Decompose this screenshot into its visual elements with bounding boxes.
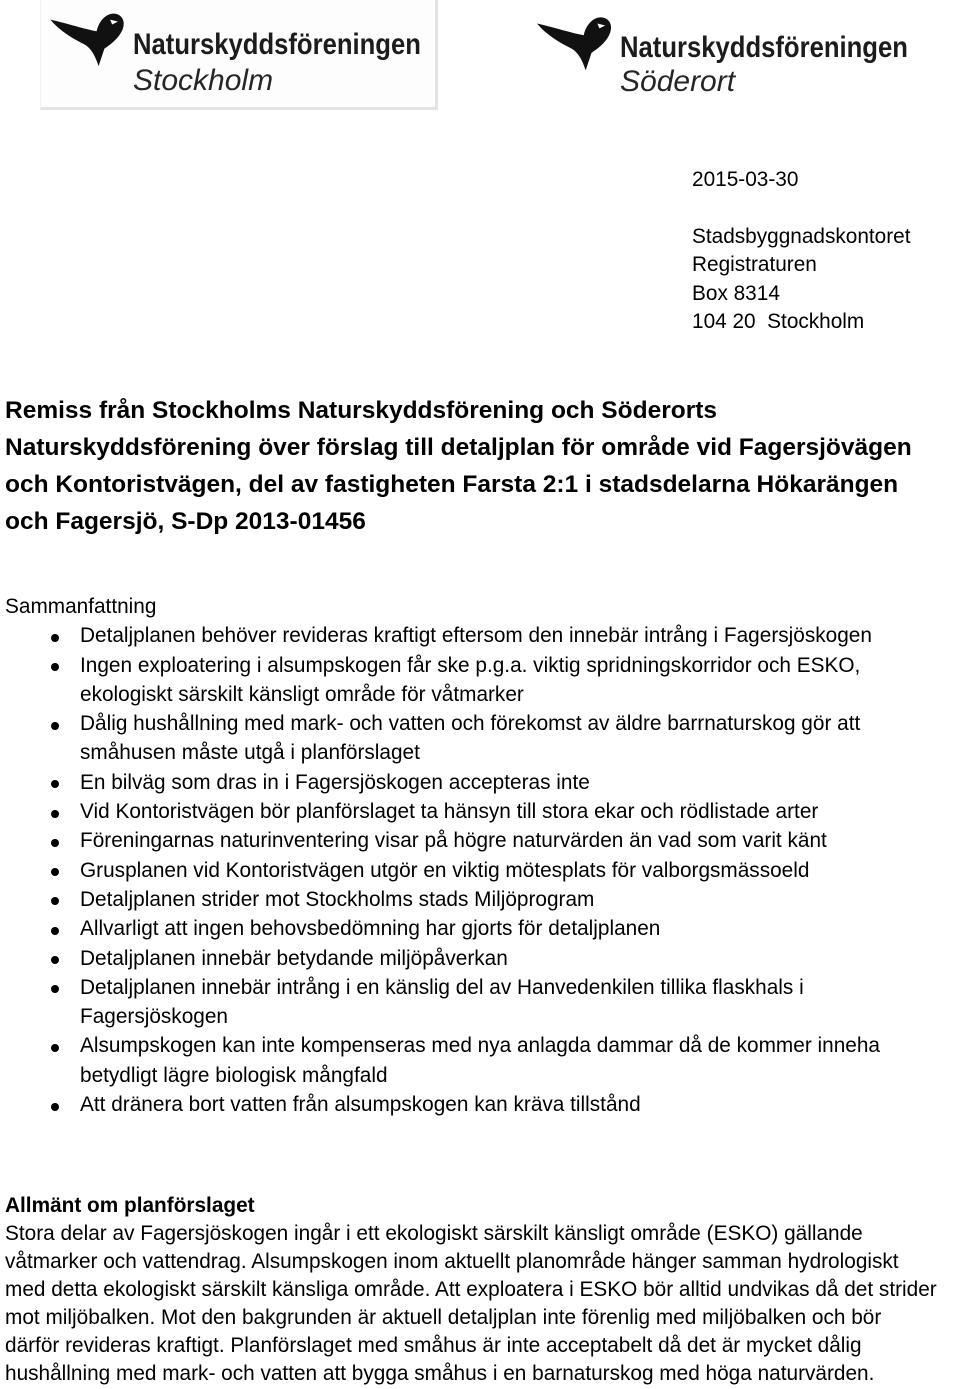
summary-item-text: En bilväg som dras in i Fagersjöskogen accepteras inte bbox=[80, 770, 590, 794]
summary-item-text: Detaljplanen strider mot Stockholms stads Miljöprogram bbox=[80, 887, 595, 911]
summary-item-text: Detaljplanen behöver revideras kraftigt eftersom den innebär intrång i Fagersjöskogen bbox=[80, 624, 872, 648]
summary-item bbox=[0, 797, 960, 826]
bullet-icon bbox=[51, 780, 59, 788]
summary-item bbox=[0, 651, 960, 710]
date-text: 2015-03-30 bbox=[692, 168, 799, 191]
bullet-icon bbox=[51, 1103, 59, 1111]
bullet-icon bbox=[51, 985, 59, 993]
summary-item bbox=[0, 944, 960, 973]
summary-item-text: Dålig hushållning med mark- och vatten och förekomst av äldre barrnaturskog gör att bbox=[80, 712, 861, 736]
summary-item bbox=[0, 885, 960, 914]
bullet-icon bbox=[51, 868, 59, 876]
summary-item-text: Detaljplanen innebär betydande miljöpåverkan bbox=[80, 946, 508, 970]
summary-heading: Sammanfattning bbox=[5, 595, 157, 618]
letter-date bbox=[692, 166, 798, 194]
paragraph-line: hushållning med mark- och vatten att bygga småhus i en barnaturskog med höga naturvärden. bbox=[5, 1362, 875, 1385]
summary-item-text: Föreningarnas naturinventering visar på högre naturvärden än vad som varit känt bbox=[80, 829, 827, 853]
summary-item-text: Allvarligt att ingen behovsbedömning har gjorts för detaljplanen bbox=[80, 917, 661, 941]
bullet-icon bbox=[51, 956, 59, 964]
bullet-icon bbox=[51, 1044, 59, 1052]
bullet-icon bbox=[51, 839, 59, 847]
summary-item bbox=[0, 914, 960, 943]
title-line: Remiss från Stockholms Naturskyddsförening och Söderorts bbox=[5, 397, 718, 424]
general-section bbox=[5, 1192, 937, 1388]
title-line: och Fagersjö, S-Dp 2013-01456 bbox=[5, 508, 366, 535]
title-line: Naturskyddsförening över förslag till detaljplan för område vid Fagersjövägen bbox=[5, 434, 912, 461]
paragraph-line: våtmarker och vattendrag. Alsumpskogen inom aktuellt planområde hänger samman hydrologiskt bbox=[5, 1250, 899, 1273]
summary-item bbox=[0, 709, 960, 768]
paragraph-line: Stora delar av Fagersjöskogen ingår i ett ekologiskt särskilt känsligt område (ESKO) gällande bbox=[5, 1222, 863, 1245]
summary-item-text: Grusplanen vid Kontoristvägen utgör en viktig mötesplats för valborgsmässoeld bbox=[80, 858, 810, 882]
summary-item bbox=[0, 826, 960, 855]
summary-item bbox=[0, 621, 960, 650]
bullet-icon bbox=[51, 663, 59, 671]
recipient-line: Stadsbyggnadskontoret bbox=[692, 225, 911, 248]
summary-item bbox=[0, 856, 960, 885]
bird-logo-icon bbox=[48, 10, 126, 68]
summary-item-text: ekologiskt särskilt känsligt område för våtmarker bbox=[80, 682, 524, 706]
summary-section bbox=[0, 592, 960, 1119]
summary-item bbox=[0, 1090, 960, 1119]
paragraph-line: med detta ekologiskt särskilt känsliga område. Att exploatera i ESKO bör alltid undvikas då det strider bbox=[5, 1278, 937, 1301]
paragraph-line: mot miljöbalken. Mot den bakgrunden är aktuell detaljplan inte förenlig med miljöbalken och bör bbox=[5, 1306, 882, 1329]
logo-region-stockholm: Stockholm bbox=[133, 64, 274, 97]
summary-item-text: Ingen exploatering i alsumpskogen får ske p.g.a. viktig spridningskorridor och ESKO, bbox=[80, 653, 861, 677]
recipient-address bbox=[692, 223, 911, 336]
logo-name-soderort: Naturskyddsföreningen bbox=[620, 31, 908, 64]
general-heading: Allmänt om planförslaget bbox=[5, 1194, 255, 1217]
summary-item-text: Vid Kontoristvägen bör planförslaget ta hänsyn till stora ekar och rödlistade arter bbox=[80, 800, 819, 824]
summary-item bbox=[0, 768, 960, 797]
logo-region-soderort: Söderort bbox=[620, 65, 736, 98]
summary-list bbox=[0, 621, 960, 1119]
summary-item-text: småhusen måste utgå i planförslaget bbox=[80, 741, 420, 765]
summary-item-text: Att dränera bort vatten från alsumpskogen kan kräva tillstånd bbox=[80, 1093, 641, 1117]
summary-item bbox=[0, 973, 960, 1032]
summary-item-text: Alsumpskogen kan inte kompenseras med nya anlagda dammar då de kommer inneha bbox=[80, 1034, 880, 1058]
summary-item-text: Detaljplanen innebär intrång i en känslig del av Hanvedenkilen tillika flaskhals i bbox=[80, 975, 804, 999]
bullet-icon bbox=[51, 927, 59, 935]
recipient-line: Box 8314 bbox=[692, 281, 780, 305]
logo-name-stockholm: Naturskyddsföreningen bbox=[133, 28, 421, 61]
bullet-icon bbox=[51, 634, 59, 642]
bird-logo-icon bbox=[535, 13, 613, 73]
summary-item bbox=[0, 1031, 960, 1090]
summary-item-text: Fagersjöskogen bbox=[80, 1005, 228, 1029]
title-line: och Kontoristvägen, del av fastigheten Farsta 2:1 i stadsdelarna Hökarängen bbox=[5, 471, 899, 498]
summary-item-text: betydligt lägre biologisk mångfald bbox=[80, 1063, 388, 1087]
recipient-line: 104 20 Stockholm bbox=[692, 309, 865, 333]
bullet-icon bbox=[51, 810, 59, 818]
recipient-line: Registraturen bbox=[692, 253, 817, 277]
bullet-icon bbox=[51, 722, 59, 730]
document-title bbox=[5, 392, 912, 540]
bullet-icon bbox=[51, 897, 59, 905]
paragraph-line: därför revideras kraftigt. Planförslaget med småhus är inte acceptabelt då det är mycket dålig bbox=[5, 1334, 862, 1357]
